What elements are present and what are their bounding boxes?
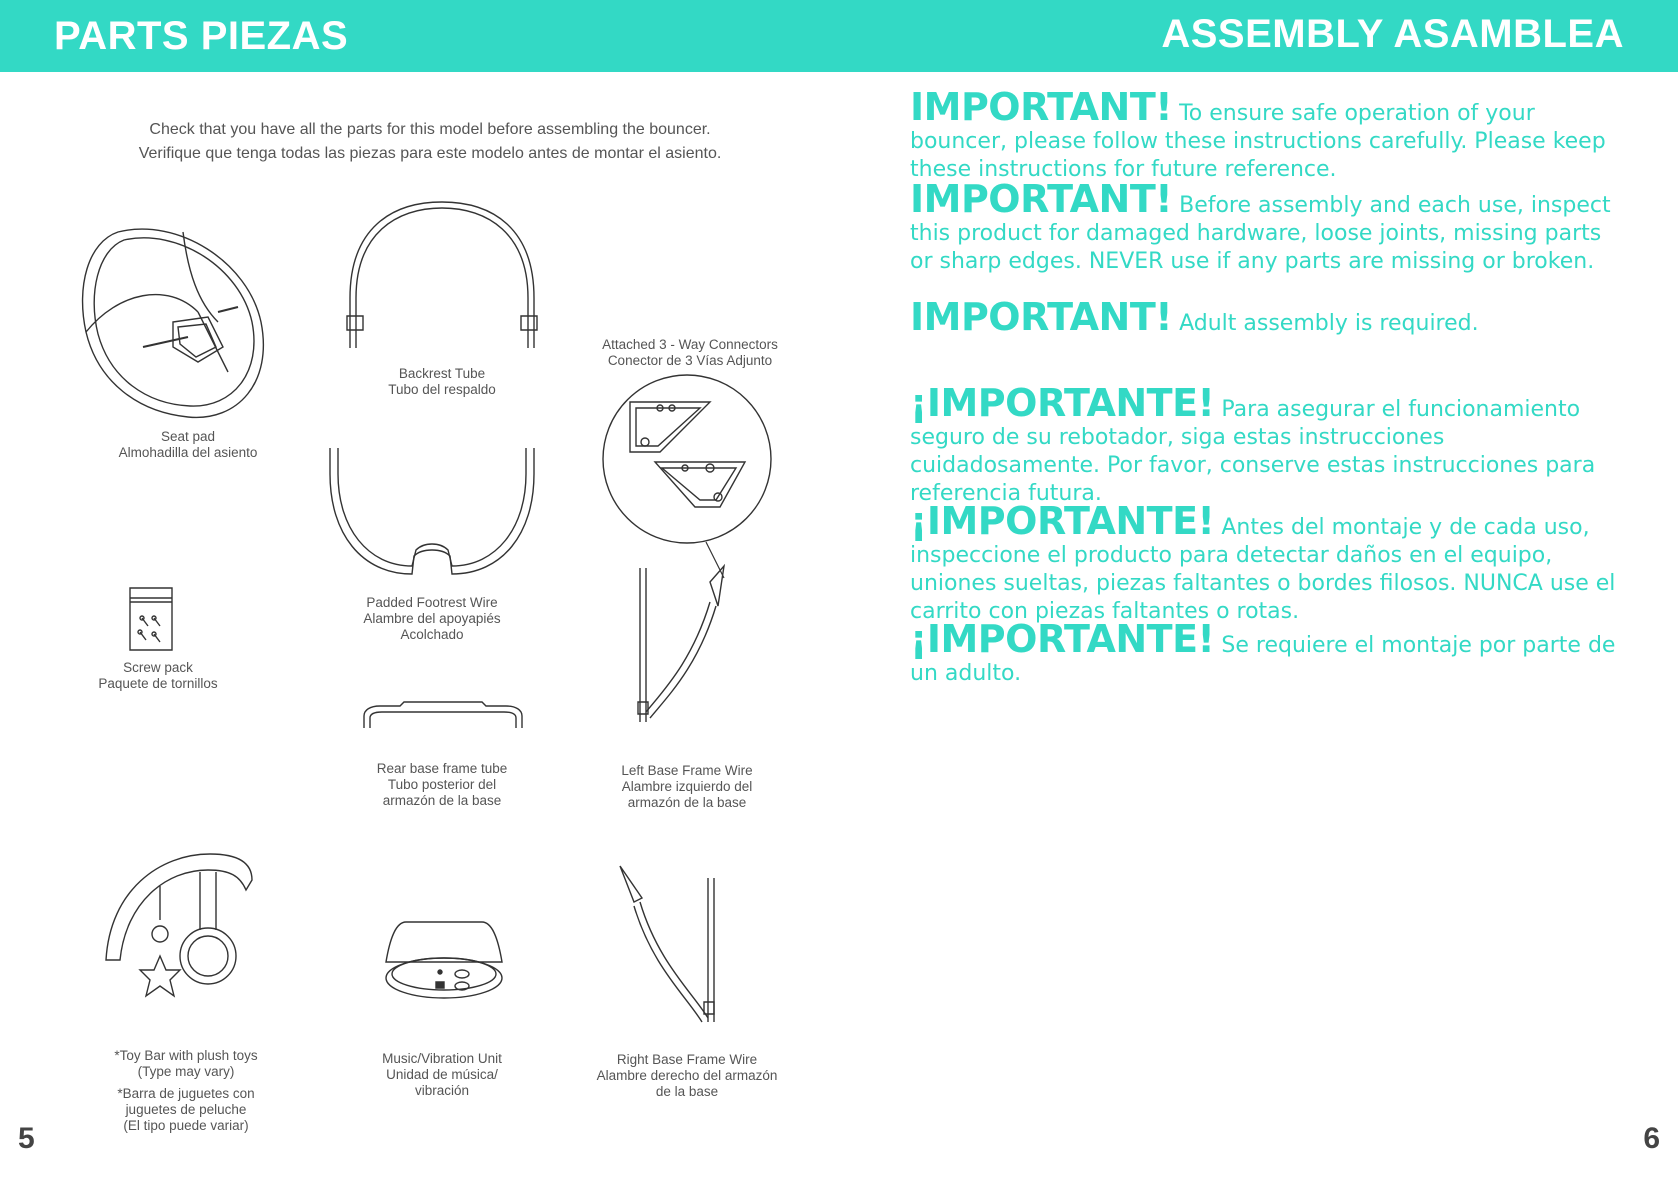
right-base-label-es1: Alambre derecho del armazón: [596, 1068, 778, 1083]
notice-en-3-keyword: IMPORTANT!: [910, 295, 1173, 339]
right-base-wire-illustration: [612, 862, 722, 1032]
footrest-label-es2: Acolchado: [400, 627, 464, 642]
notice-es-1-text: Para asegurar el funcionamiento seguro de su rebotador, siga estas instrucciones cuidadosamente. Por favor, conserve estas instrucciones para referencia futura.: [910, 397, 1596, 506]
right-base-label-es2: de la base: [655, 1084, 719, 1099]
toy-bar-label-2: (Type may vary): [137, 1064, 235, 1079]
left-base-label-es1: Alambre izquierdo del: [621, 779, 753, 794]
toy-bar-label-es2: juguetes de peluche: [125, 1102, 247, 1117]
connector-leader-line: [700, 540, 740, 580]
toy-bar-label-1: *Toy Bar with plush toys: [114, 1048, 258, 1063]
connectors-caption: [590, 337, 790, 369]
rear-base-tube-illustration: [360, 698, 526, 734]
right-base-label: Right Base Frame Wire: [616, 1052, 758, 1067]
toy-bar-label-es1: *Barra de juguetes con: [117, 1086, 255, 1101]
music-unit-caption: [352, 1051, 532, 1099]
footrest-label-es1: Alambre del apoyapiés: [363, 611, 501, 626]
seat-pad-caption: [90, 429, 286, 461]
screw-pack-caption: [68, 660, 248, 692]
screw-pack-label: Screw pack: [123, 660, 193, 675]
notice-en-3: [910, 295, 1630, 339]
page-number-left: 5: [18, 1122, 35, 1155]
footrest-caption: [342, 595, 522, 643]
backrest-tube-illustration: [342, 198, 542, 354]
notice-en-1: [910, 85, 1630, 183]
right-base-caption: [582, 1052, 792, 1100]
notice-en-1-keyword: IMPORTANT!: [910, 85, 1173, 129]
rear-base-label-es1: Tubo posterior del: [387, 777, 497, 792]
notice-es-2-keyword: ¡IMPORTANTE!: [910, 499, 1215, 543]
notice-en-3-text: Adult assembly is required.: [1172, 311, 1479, 336]
notice-es-2-text: Antes del montaje y de cada uso, inspeccione el producto para detectar daños en el equipo, uniones sueltas, piezas faltantes o bordes filosos. NUNCA use el carrito con piezas faltantes o rotas.: [910, 515, 1616, 624]
notice-en-2-text: Before assembly and each use, inspect this product for damaged hardware, loose joints, missing parts or sharp edges. NEVER use if any parts are missing or broken.: [910, 193, 1611, 274]
notice-en-1-text: To ensure safe operation of your bouncer, please follow these instructions carefully. Please keep these instructions for future reference.: [910, 101, 1606, 182]
toy-bar-label-es3: (El tipo puede variar): [123, 1118, 249, 1133]
left-base-caption: [597, 763, 777, 811]
footrest-wire-illustration: [322, 444, 542, 580]
notice-es-1-keyword: ¡IMPORTANTE!: [910, 381, 1215, 425]
toy-bar-caption: [94, 1048, 278, 1134]
connectors-label-es: Conector de 3 Vías Adjunto: [607, 353, 773, 368]
music-unit-label-es2: vibración: [414, 1083, 470, 1098]
intro-spanish: Verifique que tenga todas las piezas para este modelo antes de montar el asiento.: [138, 145, 722, 162]
footrest-label: Padded Footrest Wire: [366, 595, 498, 610]
notice-en-2: [910, 177, 1630, 275]
assembly-title: ASSEMBLY ASAMBLEA: [1161, 12, 1624, 56]
notice-es-3-keyword: ¡IMPORTANTE!: [910, 617, 1215, 661]
left-base-label-es2: armazón de la base: [627, 795, 747, 810]
notice-es-3: [910, 617, 1630, 687]
rear-base-label: Rear base frame tube: [376, 761, 508, 776]
music-unit-label: Music/Vibration Unit: [382, 1051, 502, 1066]
seat-pad-illustration: [78, 222, 268, 427]
intro-english: Check that you have all the parts for this model before assembling the bouncer.: [149, 121, 711, 138]
notice-en-2-keyword: IMPORTANT!: [910, 177, 1173, 221]
backrest-tube-label-es: Tubo del respaldo: [388, 382, 496, 397]
connectors-label: Attached 3 - Way Connectors: [602, 337, 778, 352]
rear-base-caption: [352, 761, 532, 809]
screw-pack-illustration: [128, 586, 174, 652]
parts-intro: [100, 118, 760, 166]
screw-pack-label-es: Paquete de tornillos: [98, 676, 218, 691]
notice-es-3-text: Se requiere el montaje por parte de un adulto.: [910, 633, 1616, 686]
left-base-wire-illustration: [632, 562, 742, 732]
connectors-illustration: [600, 372, 775, 547]
music-unit-illustration: [382, 918, 506, 1002]
page-number-right: 6: [1643, 1122, 1660, 1155]
parts-title: PARTS PIEZAS: [54, 14, 349, 58]
left-base-label: Left Base Frame Wire: [621, 763, 753, 778]
seat-pad-label: Seat pad: [160, 429, 216, 444]
header-bar: [0, 0, 1678, 72]
backrest-tube-caption: [352, 366, 532, 398]
music-unit-label-es1: Unidad de música/: [386, 1067, 498, 1082]
seat-pad-label-es: Almohadilla del asiento: [118, 445, 258, 460]
backrest-tube-label: Backrest Tube: [398, 366, 486, 381]
notice-es-2: [910, 499, 1630, 625]
toy-bar-illustration: [100, 850, 260, 1010]
rear-base-label-es2: armazón de la base: [382, 793, 502, 808]
notice-es-1: [910, 381, 1630, 507]
